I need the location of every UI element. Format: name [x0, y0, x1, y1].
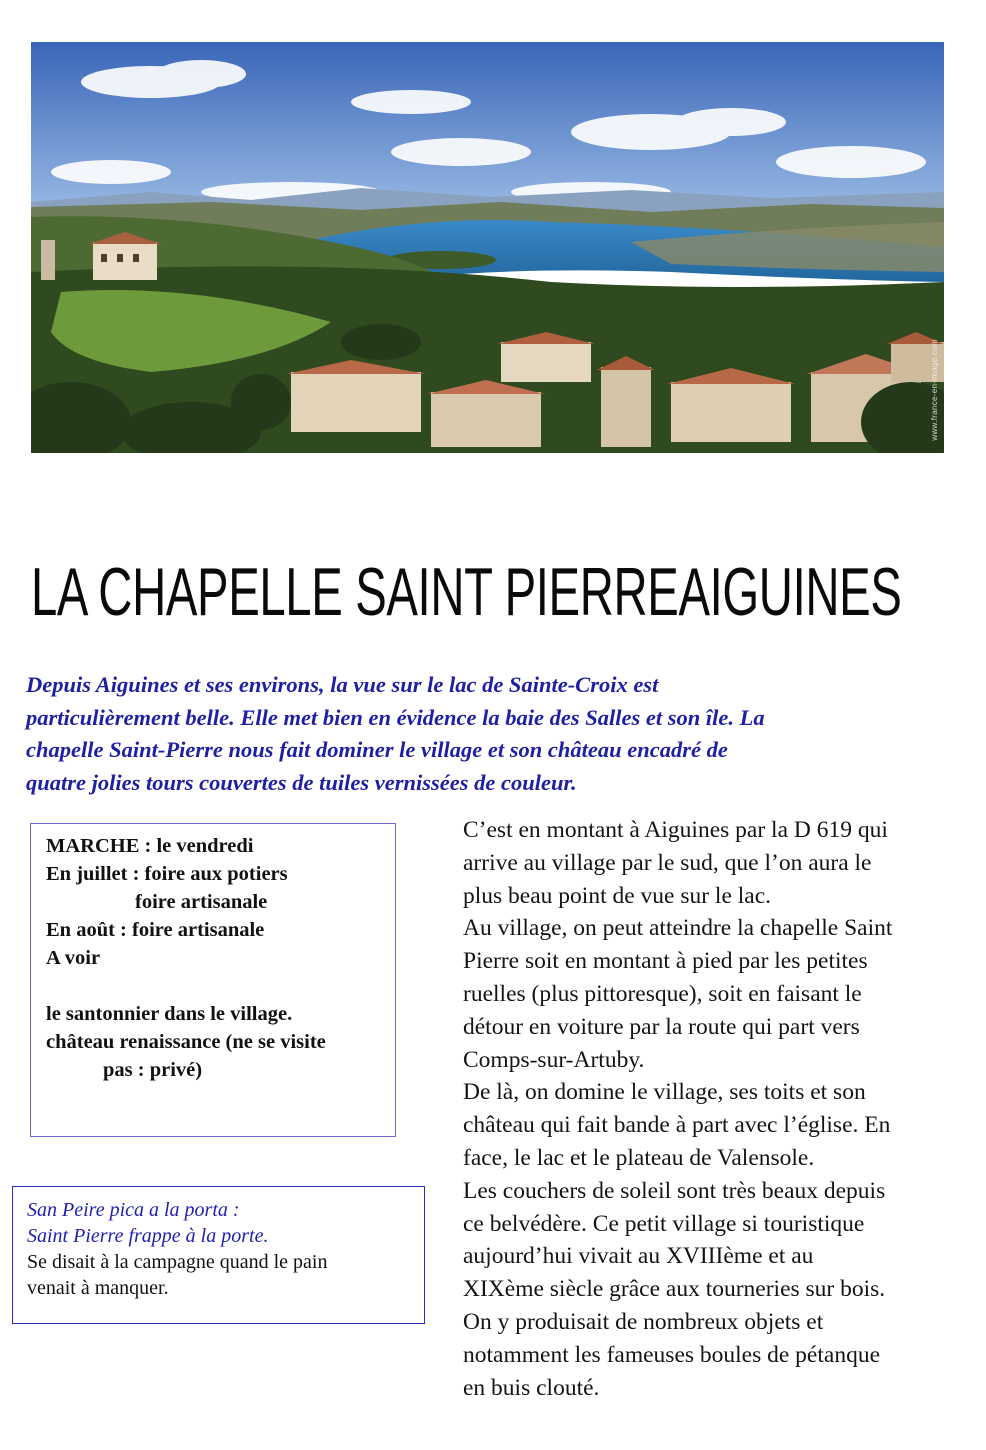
- body-line: arrive au village par le sud, que l’on aura le: [463, 849, 872, 876]
- body-line: notamment les fameuses boules de pétanque: [463, 1341, 880, 1368]
- intro-line: particulièrement belle. Elle met bien en évidence la baie des Salles et son île. La: [26, 704, 765, 730]
- body-line: Comps-sur-Artuby.: [463, 1046, 645, 1073]
- body-line: Pierre soit en montant à pied par les petites: [463, 948, 868, 975]
- body-line: XIXème siècle grâce aux tourneries sur bois.: [463, 1276, 886, 1303]
- body-line: détour en voiture par la route qui part vers: [463, 1013, 860, 1040]
- intro-line: Depuis Aiguines et ses environs, la vue sur le lac de Sainte-Croix est: [26, 672, 659, 697]
- body-line: Au village, on peut atteindre la chapelle Saint: [463, 915, 893, 942]
- body-line: aujourd’hui vivait au XVIIIème et au: [463, 1243, 814, 1270]
- body-line: On y produisait de nombreux objets et: [463, 1308, 824, 1335]
- body-line: ruelles (plus pittoresque), soit en faisant le: [463, 980, 862, 1007]
- page-title: LA CHAPELLE SAINT PIERREAIGUINES: [31, 554, 902, 630]
- saying-explanation-line: Se disait à la campagne quand le pain: [27, 1251, 328, 1273]
- body-line: en buis clouté.: [463, 1374, 600, 1401]
- saying-occitan: San Peire pica a la porta :: [27, 1199, 240, 1221]
- panorama-illustration: [31, 42, 944, 453]
- photo-credit: www.france-en-image.com: [930, 339, 939, 441]
- info-line-santonnier: le santonnier dans le village.: [46, 1003, 293, 1025]
- info-line-prive: pas : privé): [103, 1059, 203, 1081]
- info-line-juillet: En juillet : foire aux potiers: [46, 863, 288, 885]
- info-line-a-voir: A voir: [46, 947, 101, 969]
- body-line: C’est en montant à Aiguines par la D 619 qui: [463, 817, 888, 843]
- body-line: ce belvédère. Ce petit village si touristique: [463, 1210, 865, 1237]
- saying-box: [12, 1186, 425, 1324]
- body-line: De là, on domine le village, ses toits et son: [463, 1079, 866, 1106]
- body-line: face, le lac et le plateau de Valensole.: [463, 1144, 815, 1171]
- body-text: [463, 814, 983, 1404]
- info-line-chateau: château renaissance (ne se visite: [46, 1031, 326, 1053]
- body-line: château qui fait bande à part avec l’église. En: [463, 1112, 891, 1139]
- info-line-marche: MARCHE : le vendredi: [46, 835, 254, 857]
- info-box: [30, 823, 396, 1137]
- body-line: Les couchers de soleil sont très beaux depuis: [463, 1177, 886, 1204]
- intro-line: quatre jolies tours couvertes de tuiles vernissées de couleur.: [26, 769, 577, 795]
- panorama-photo: [31, 42, 944, 453]
- info-line-aout: En août : foire artisanale: [46, 919, 265, 941]
- saying-french: Saint Pierre frappe à la porte.: [27, 1225, 269, 1247]
- intro-line: chapelle Saint-Pierre nous fait dominer le village et son château encadré de: [26, 737, 728, 762]
- intro-paragraph: [26, 669, 966, 799]
- info-line-foire-artisanale: foire artisanale: [135, 891, 268, 913]
- body-line: plus beau point de vue sur le lac.: [463, 882, 772, 909]
- saying-explanation-line: venait à manquer.: [27, 1277, 169, 1299]
